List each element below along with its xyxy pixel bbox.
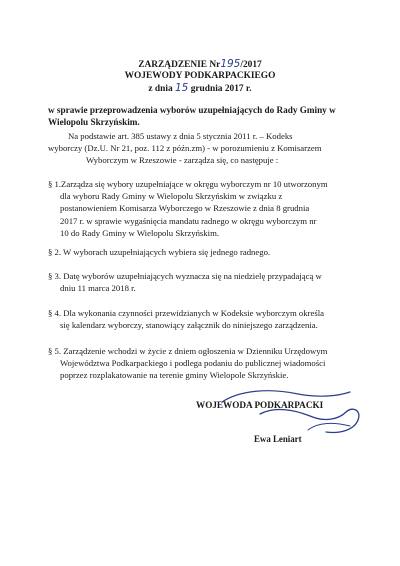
section-4-line-1: § 4. Dla wykonania czynności przewidzianych w Kodeksie wyborczym określa	[48, 308, 324, 318]
issuing-authority: WOJEWODY PODKARPACKIEGO	[124, 71, 276, 81]
intro-line-3: Wyborczym w Rzeszowie - zarządza się, co następuje :	[86, 155, 279, 166]
signatory-office: WOJEWODA PODKARPACKI	[196, 400, 324, 410]
section-1-line-5: 10 do Rady Gminy w Wielopolu Skrzyńskim.	[60, 227, 219, 238]
handwritten-day: 15	[174, 82, 189, 94]
subject-line-2: Wielopolu Skrzyńskim.	[48, 117, 140, 127]
title-prefix: ZARZĄDZENIE Nr	[138, 60, 221, 70]
intro-line-2: wyborczy (Dz.U. Nr 21, poz. 112 z późn.zm) - w porozumieniu z Komisarzem	[48, 143, 322, 154]
section-3-line-1: § 3. Datę wyborów uzupełniających wyznacza się na niedzielę przypadającą w	[48, 271, 322, 281]
title-suffix: /2017	[240, 60, 262, 70]
section-1-line-4: 2017 r. w sprawie wygaśnięcia mandatu radnego w okręgu wyborczym nr	[60, 215, 317, 226]
section-3-line-2: dniu 11 marca 2018 r.	[60, 283, 136, 294]
date-suffix: grudnia 2017 r.	[190, 84, 252, 94]
section-2	[48, 246, 366, 258]
signatory-name: Ewa Leniart	[254, 434, 302, 444]
intro-line-1: Na podstawie art. 385 ustawy z dnia 5 stycznia 2011 r. – Kodeks	[68, 131, 293, 141]
date-prefix: z dnia	[148, 84, 173, 94]
section-1-line-2: dla wyboru Rady Gminy w Wielopolu Skrzyńskim w związku z	[60, 191, 283, 202]
section-5-line-1: § 5. Zarządzenie wchodzi w życie z dniem ogłoszenia w Dzienniku Urzędowym	[48, 346, 328, 356]
section-4-line-2: się kalendarz wyborczy, stanowiący załącznik do niniejszego zarządzenia.	[60, 320, 318, 331]
handwritten-number: 195	[220, 58, 241, 70]
section-5	[48, 345, 366, 382]
document-date	[0, 82, 400, 95]
section-3	[48, 270, 366, 294]
section-5-line-2: Województwa Podkarpackiego i podlega podaniu do publicznej wiadomości	[60, 358, 326, 369]
section-1	[48, 178, 366, 239]
document-subject	[48, 104, 358, 128]
section-1-line-1: § 1.Zarządza się wybory uzupełniające w okręgu wyborczym nr 10 utworzonym	[48, 179, 328, 189]
intro-paragraph	[48, 130, 366, 167]
subject-line-1: w sprawie przeprowadzenia wyborów uzupełniających do Rady Gminy w	[48, 105, 336, 115]
section-2-line-1: § 2. W wyborach uzupełniających wybiera się jednego radnego.	[48, 247, 271, 257]
section-1-line-3: postanowieniem Komisarza Wyborczego w Rzeszowie z dnia 8 grudnia	[60, 203, 310, 214]
section-5-line-3: poprzez rozplakatowanie na terenie gminy Wielopole Skrzyńskie.	[60, 370, 289, 381]
section-4	[48, 307, 366, 331]
